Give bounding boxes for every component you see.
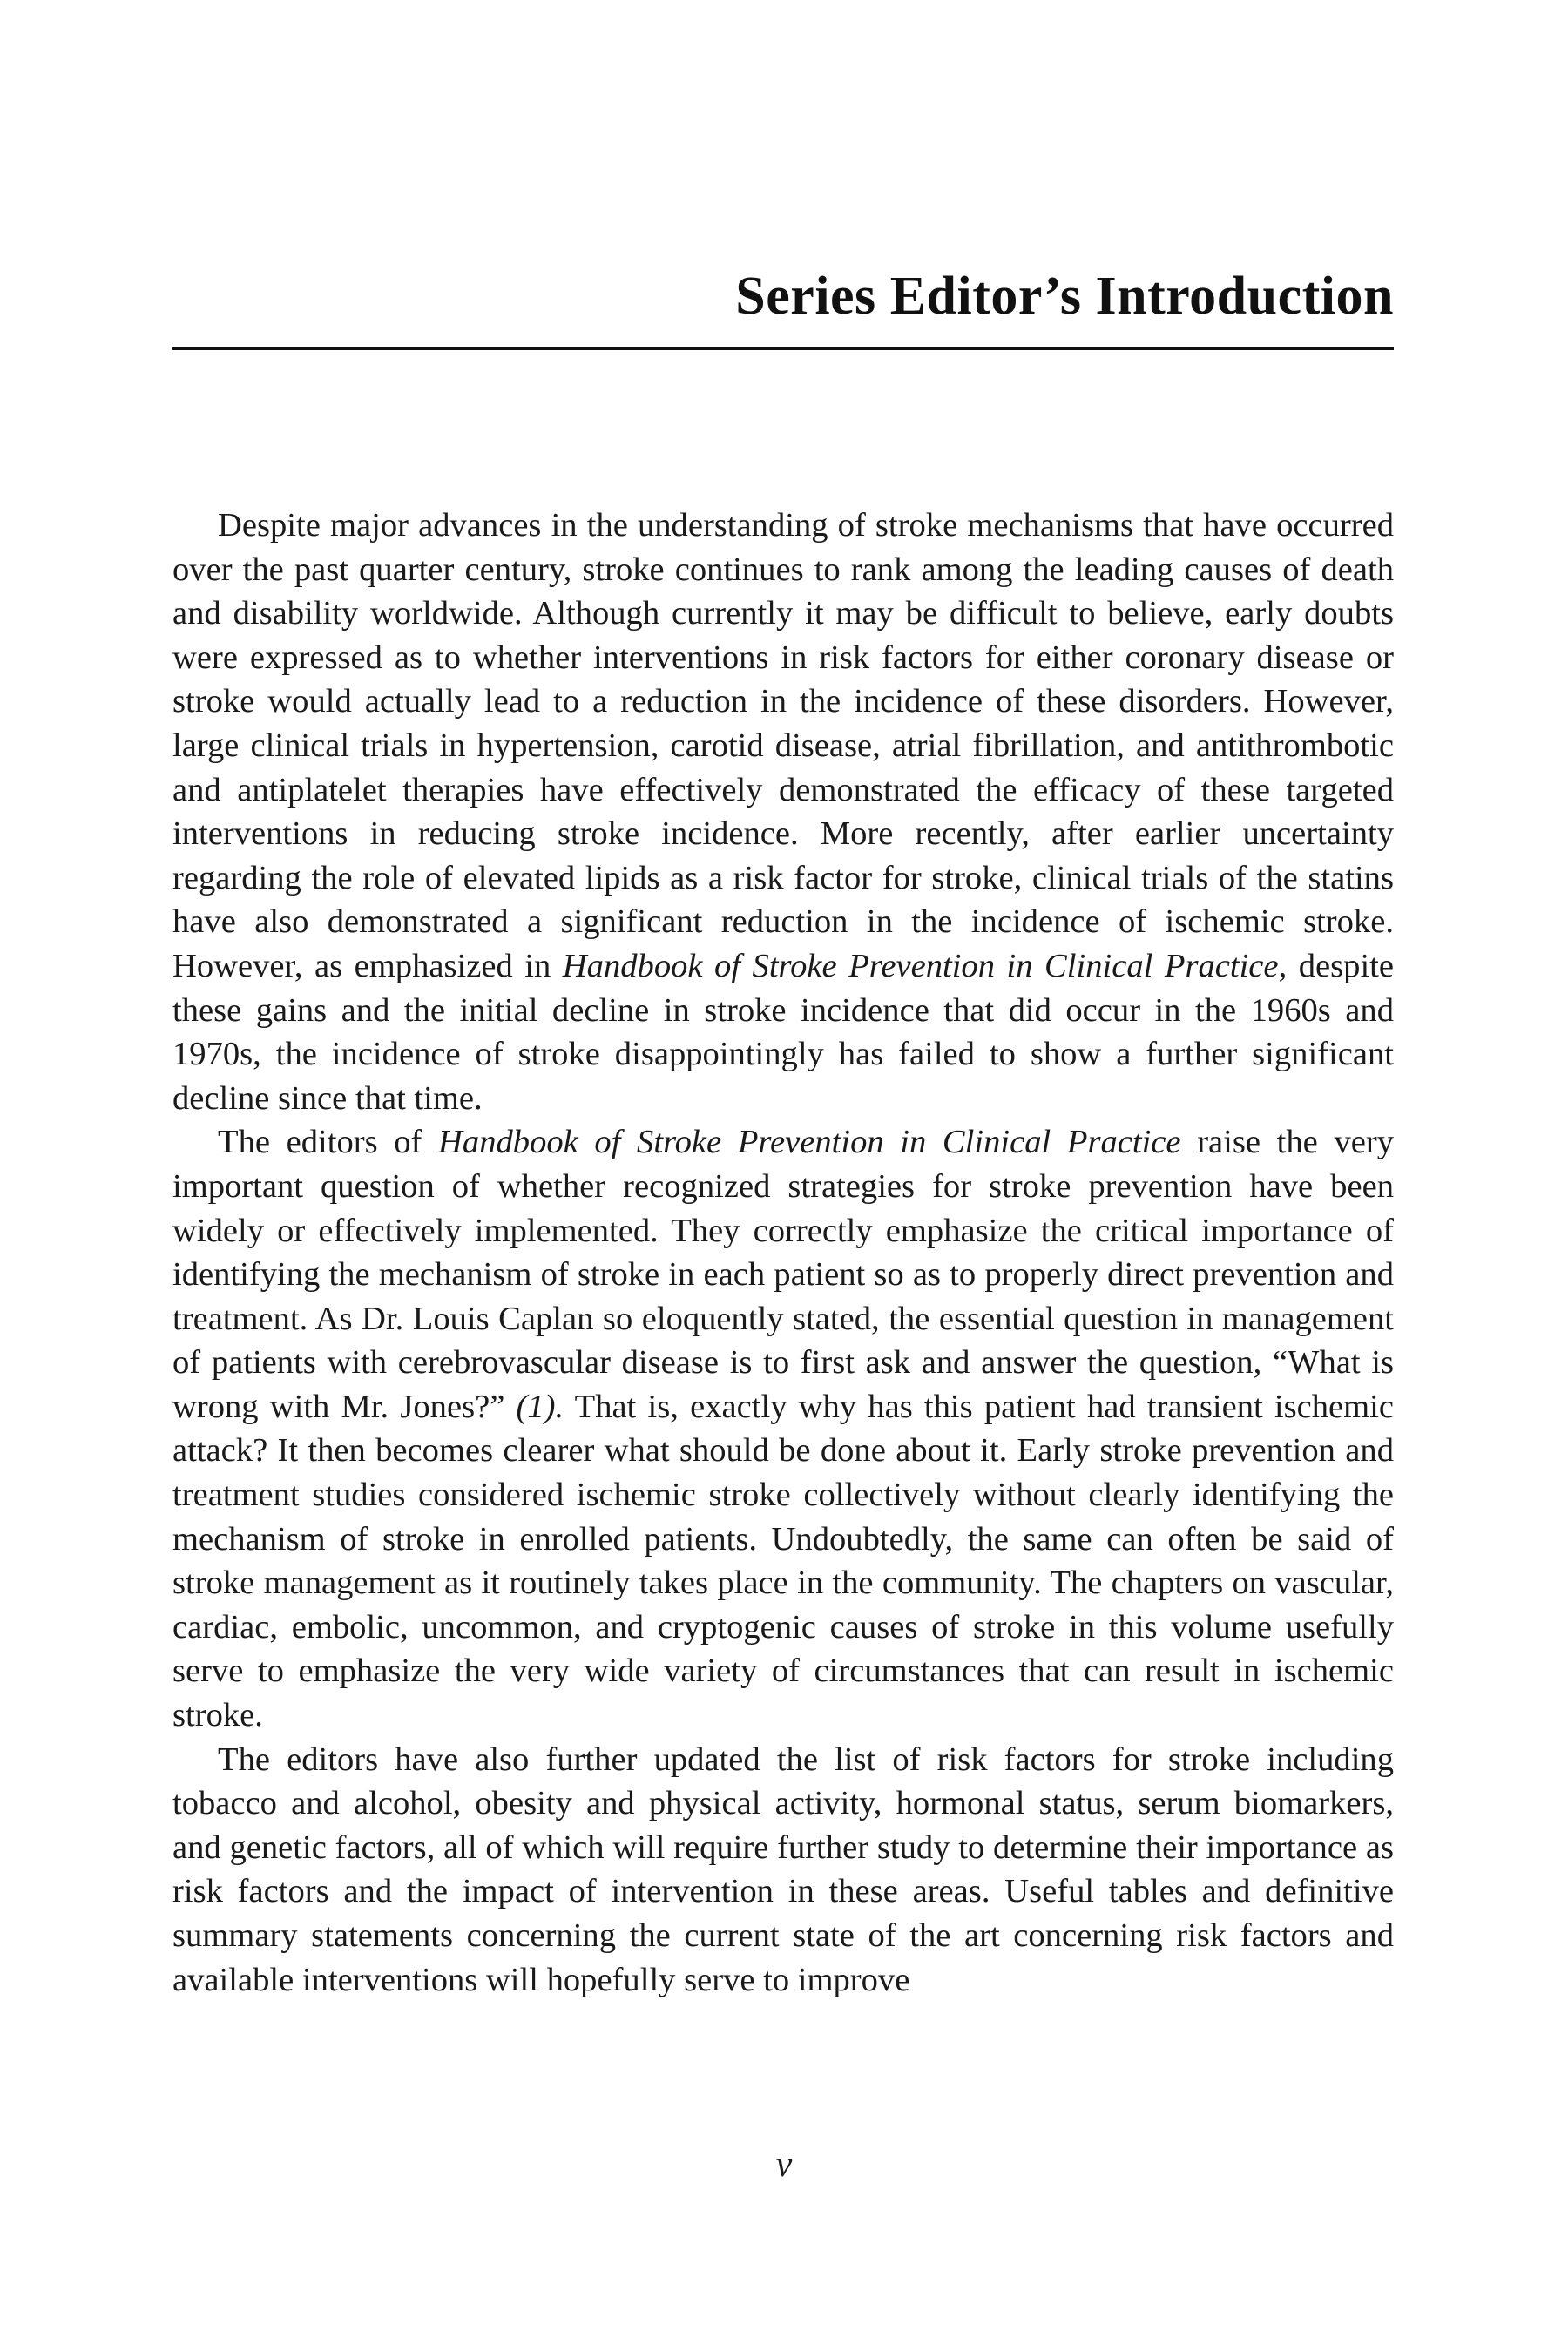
paragraph-2-text-c: That is, exactly why has this patient had transient ischemic attack? It then becomes clearer what should be done about it. Early stroke prevention and treatment studies considered ischemic stroke collectively without clearly identifying the mechanism of stroke in enrolled patients. Undoubtedly, the same can often be said of stroke management as it routinely takes place in the community. The chapters on vascular, cardiac, embolic, uncommon, and cryptogenic causes of stroke in this volume usefully serve to emphasize the very wide variety of circumstances that can result in ischemic stroke. [172,1388,1394,1734]
body-text [172,504,1394,2002]
book-title-italic: Handbook of Stroke Prevention in Clinical Practice [438,1124,1181,1161]
paragraph-1-text-b: , despite these gains and the initial decline in stroke incidence that did occur in the 1960s and 1970s, the incidence of stroke disappointingly has failed to show a further significant decline since that time. [172,947,1394,1117]
chapter-title: Series Editor’s Introduction [735,267,1394,326]
paragraph-2 [172,1120,1394,1737]
citation-reference: (1). [516,1388,564,1425]
paragraph-2-text-b: raise the very important question of whether recognized strategies for stroke prevention have been widely or effectively implemented. They correctly emphasize the critical importance of identifying the mechanism of stroke in each patient so as to properly direct prevention and treatment. As Dr. Louis Caplan so eloquently stated, the essential question in management of patients with cerebrovascular disease is to first ask and answer the question, “What is wrong with Mr. Jones?” [172,1124,1394,1425]
book-title-italic: Handbook of Stroke Prevention in Clinical Practice [562,947,1279,984]
chapter-header [172,261,1394,350]
paragraph-1 [172,504,1394,1120]
paragraph-3 [172,1738,1394,2003]
title-rule [172,347,1394,350]
paragraph-1-text-a: Despite major advances in the understanding of stroke mechanisms that have occurred over the past quarter century, stroke continues to rank among the leading causes of death and disability worldwide. Although currently it may be difficult to believe, early doubts were expressed as to whether interventions in risk factors for either coronary disease or stroke would actually lead to a reduction in the incidence of these disorders. However, large clinical trials in hypertension, carotid disease, atrial fibrillation, and antithrombotic and antiplatelet therapies have effectively demonstrated the efficacy of these targeted interventions in reducing stroke incidence. More recently, after earlier uncertainty regarding the role of elevated lipids as a risk factor for stroke, clinical trials of the statins have also demonstrated a significant reduction in the incidence of ischemic stroke. However, as emphasized in [172,507,1394,984]
paragraph-3-text: The editors have also further updated the list of risk factors for stroke including tobacco and alcohol, obesity and physical activity, hormonal status, serum biomarkers, and genetic factors, all of which will require further study to determine their importance as risk factors and the impact of intervention in these areas. Useful tables and definitive summary statements concerning the current state of the art concerning risk factors and available interventions will hopefully serve to improve [172,1740,1394,1998]
page-number: v [775,2145,793,2185]
paragraph-2-text-a: The editors of [218,1124,439,1161]
